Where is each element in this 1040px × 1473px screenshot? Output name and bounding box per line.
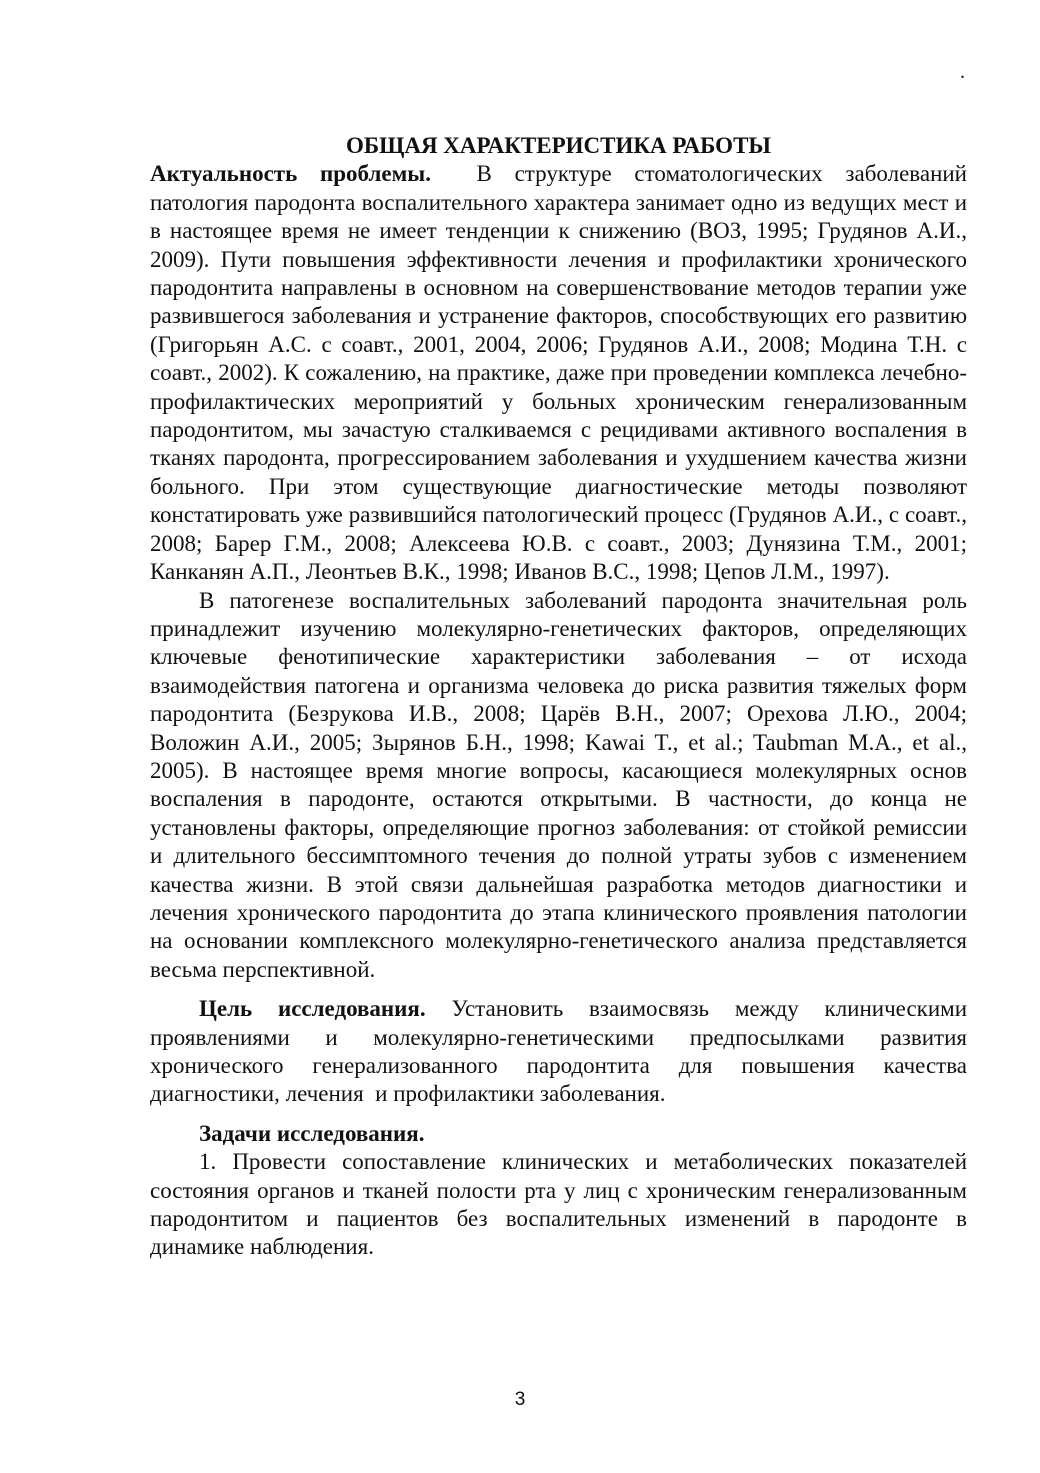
goal-heading: Цель исследования. xyxy=(199,996,426,1022)
goal-text: Установить взаимосвязь между клиническими проявлениями и молекулярно-генетическими предпосылками развития хронического генерализованного пародонтита для повышения качества диагностики, лечения и профилактики заболевания. xyxy=(150,996,973,1107)
relevance-text: В структуре стоматологических заболеваний патология пародонта воспалительного характера занимает одно из ведущих мест и в настоящее время не имеет тенденции к снижению (ВОЗ, 1995; Грудянов А.И., 2009). Пути повышения эффективности лечения и профилактики хронического пародонтита направлены в основном на совершенствование методов терапии уже развившегося заболевания и устранение факторов, способствующих его развитию (Григорьян А.С. с соавт., 2001, 2004, 2006; Грудянов А.И., 2008; Модина Т.Н. с соавт., 2002). К сожалению, на практике, даже при проведении комплекса лечебно-профилактических мероприятий у больных хроническим генерализованным пародонтитом, мы зачастую сталкиваемся с рецидивами активного воспаления в тканях пародонта, прогрессированием заболевания и ухудшением качества жизни больного. При этом существующие диагностические методы позволяют констатировать уже развившийся патологический процесс (Грудянов А.И., с соавт., 2008; Барер Г.М., 2008; Алексеева Ю.В. с соавт., 2003; Дунязина Т.М., 2001; Канканян А.П., Леонтьев В.К., 1998; Иванов В.С., 1998; Цепов Л.М., 1997). xyxy=(150,161,973,585)
document-title: ОБЩАЯ ХАРАКТЕРИСТИКА РАБОТЫ xyxy=(345,133,772,158)
corner-mark: . xyxy=(960,61,965,83)
page-number: 3 xyxy=(514,1389,526,1410)
task-item: 1. Провести сопоставление клинических и метаболических показателей состояния органов и тканей полости рта у лиц с хроническим генерализованным пародонтитом и пациентов без воспалительных изменений в пародонте в динамике наблюдения. xyxy=(150,1149,967,1260)
tasks-heading: Задачи исследования. xyxy=(199,1120,425,1146)
relevance-heading: Актуальность проблемы. xyxy=(150,161,431,187)
relevance-paragraph xyxy=(150,160,973,586)
document-body xyxy=(150,130,973,1262)
goal-paragraph xyxy=(150,995,973,1109)
pathogenesis-paragraph: В патогенезе воспалительных заболеваний пародонта значительная роль принадлежит изучению молекулярно-генетических факторов, определяющих ключевые фенотипические характеристики заболевания – от исхода взаимодействия патогена и организма человека до риска развития тяжелых форм пародонтита (Безрукова И.В., 2008; Царёв В.Н., 2007; Орехова Л.Ю., 2004; Воложин А.И., 2005; Зырянов Б.Н., 1998; Kawai T., et al.; Taubman M.A., et al., 2005). В настоящее время многие вопросы, касающиеся молекулярных основ воспаления в пародонте, остаются открытыми. В частности, до конца не установлены факторы, определяющие прогноз заболевания: от стойкой ремиссии и длительного бессимптомного течения до полной утраты зубов с изменением качества жизни. В этой связи дальнейшая разработка методов диагностики и лечения хронического пародонтита до этапа клинического проявления патологии на основании комплексного молекулярно-генетического анализа представляется весьма перспективной. xyxy=(150,587,967,982)
